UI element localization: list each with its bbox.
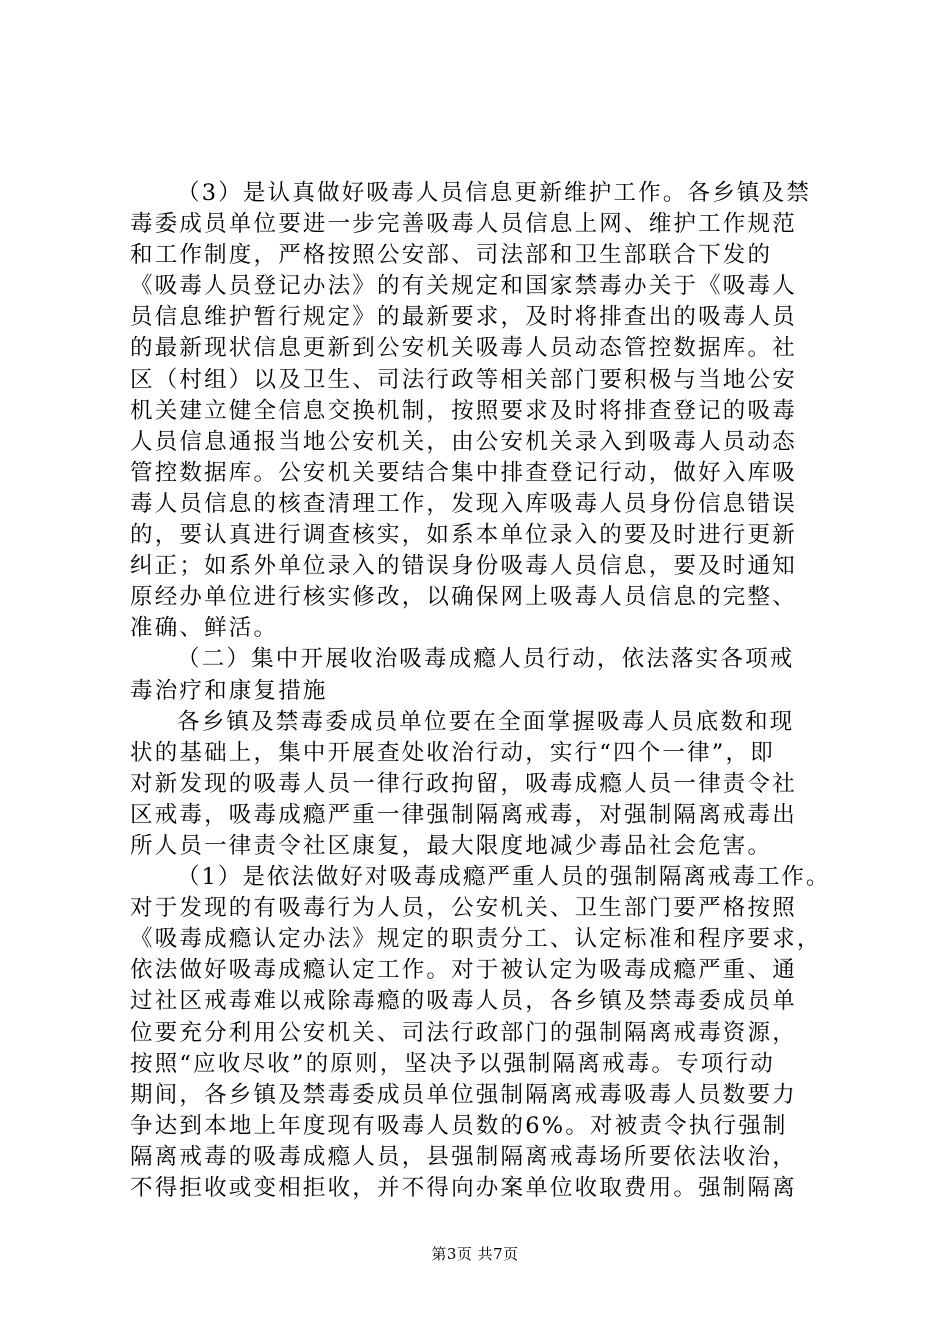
text-line: 《吸毒人员登记办法》的有关规定和国家禁毒办关于《吸毒人	[130, 273, 797, 300]
text-line: 管控数据库。公安机关要结合集中排查登记行动，做好入库吸	[130, 459, 797, 486]
text-line: 期间，各乡镇及禁毒委成员单位强制隔离戒毒吸毒人员数要力	[130, 1081, 797, 1108]
text-line: 的最新现状信息更新到公安机关吸毒人员动态管控数据库。社	[130, 335, 797, 362]
text-line: 过社区戒毒难以戒除毒瘾的吸毒人员，各乡镇及禁毒委成员单	[130, 988, 797, 1015]
text-line: 员信息维护暂行规定》的最新要求，及时将排查出的吸毒人员	[130, 304, 797, 331]
document-body	[130, 178, 830, 1204]
text-line: 的，要认真进行调查核实，如系本单位录入的要及时进行更新	[130, 522, 797, 549]
text-line: 毒治疗和康复措施	[130, 677, 328, 704]
page-footer: 第3页 共7页	[431, 1245, 519, 1263]
text-line: 准确、鲜活。	[130, 615, 279, 642]
text-line: 纠正；如系外单位录入的错误身份吸毒人员信息，要及时通知	[130, 553, 797, 580]
text-line: 争达到本地上年度现有吸毒人员数的6%。对被责令执行强制	[130, 1112, 788, 1139]
text-line: 机关建立健全信息交换机制，按照要求及时将排查登记的吸毒	[130, 397, 797, 424]
text-line: 位要充分利用公安机关、司法行政部门的强制隔离戒毒资源，	[130, 1019, 797, 1046]
text-line: 人员信息通报当地公安机关，由公安机关录入到吸毒人员动态	[130, 428, 797, 455]
text-line: （3）是认真做好吸毒人员信息更新维护工作。各乡镇及禁	[177, 180, 812, 206]
text-line: 原经办单位进行核实修改，以确保网上吸毒人员信息的完整、	[130, 584, 797, 611]
text-line: （1）是依法做好对吸毒成瘾严重人员的强制隔离戒毒工作。	[177, 864, 831, 891]
text-line: 按照“应收尽收”的原则，坚决予以强制隔离戒毒。专项行动	[130, 1050, 775, 1077]
text-line: 依法做好吸毒成瘾认定工作。对于被认定为吸毒成瘾严重、通	[130, 957, 797, 984]
text-line: 毒人员信息的核查清理工作，发现入库吸毒人员身份信息错误	[130, 490, 797, 517]
text-line: （二）集中开展收治吸毒成瘾人员行动，依法落实各项戒	[177, 646, 795, 673]
text-line: 毒委成员单位要进一步完善吸毒人员信息上网、维护工作规范	[130, 211, 797, 238]
text-line: 和工作制度，严格按照公安部、司法部和卫生部联合下发的	[130, 242, 773, 269]
text-line: 各乡镇及禁毒委成员单位要在全面掌握吸毒人员底数和现	[177, 708, 795, 735]
text-line: 不得拒收或变相拒收，并不得向办案单位收取费用。强制隔离	[130, 1175, 797, 1201]
text-line: 区戒毒，吸毒成瘾严重一律强制隔离戒毒，对强制隔离戒毒出	[130, 801, 797, 828]
text-line: 状的基础上，集中开展查处收治行动，实行“四个一律”，即	[130, 739, 775, 766]
text-line: 《吸毒成瘾认定办法》规定的职责分工、认定标准和程序要求，	[130, 926, 822, 953]
text-line: 区（村组）以及卫生、司法行政等相关部门要积极与当地公安	[130, 366, 797, 393]
text-line: 所人员一律责令社区康复，最大限度地减少毒品社会危害。	[130, 832, 773, 859]
text-line: 隔离戒毒的吸毒成瘾人员，县强制隔离戒毒场所要依法收治，	[130, 1143, 797, 1170]
text-line: 对新发现的吸毒人员一律行政拘留，吸毒成瘾人员一律责令社	[130, 770, 797, 797]
text-line: 对于发现的有吸毒行为人员，公安机关、卫生部门要严格按照	[130, 895, 797, 922]
